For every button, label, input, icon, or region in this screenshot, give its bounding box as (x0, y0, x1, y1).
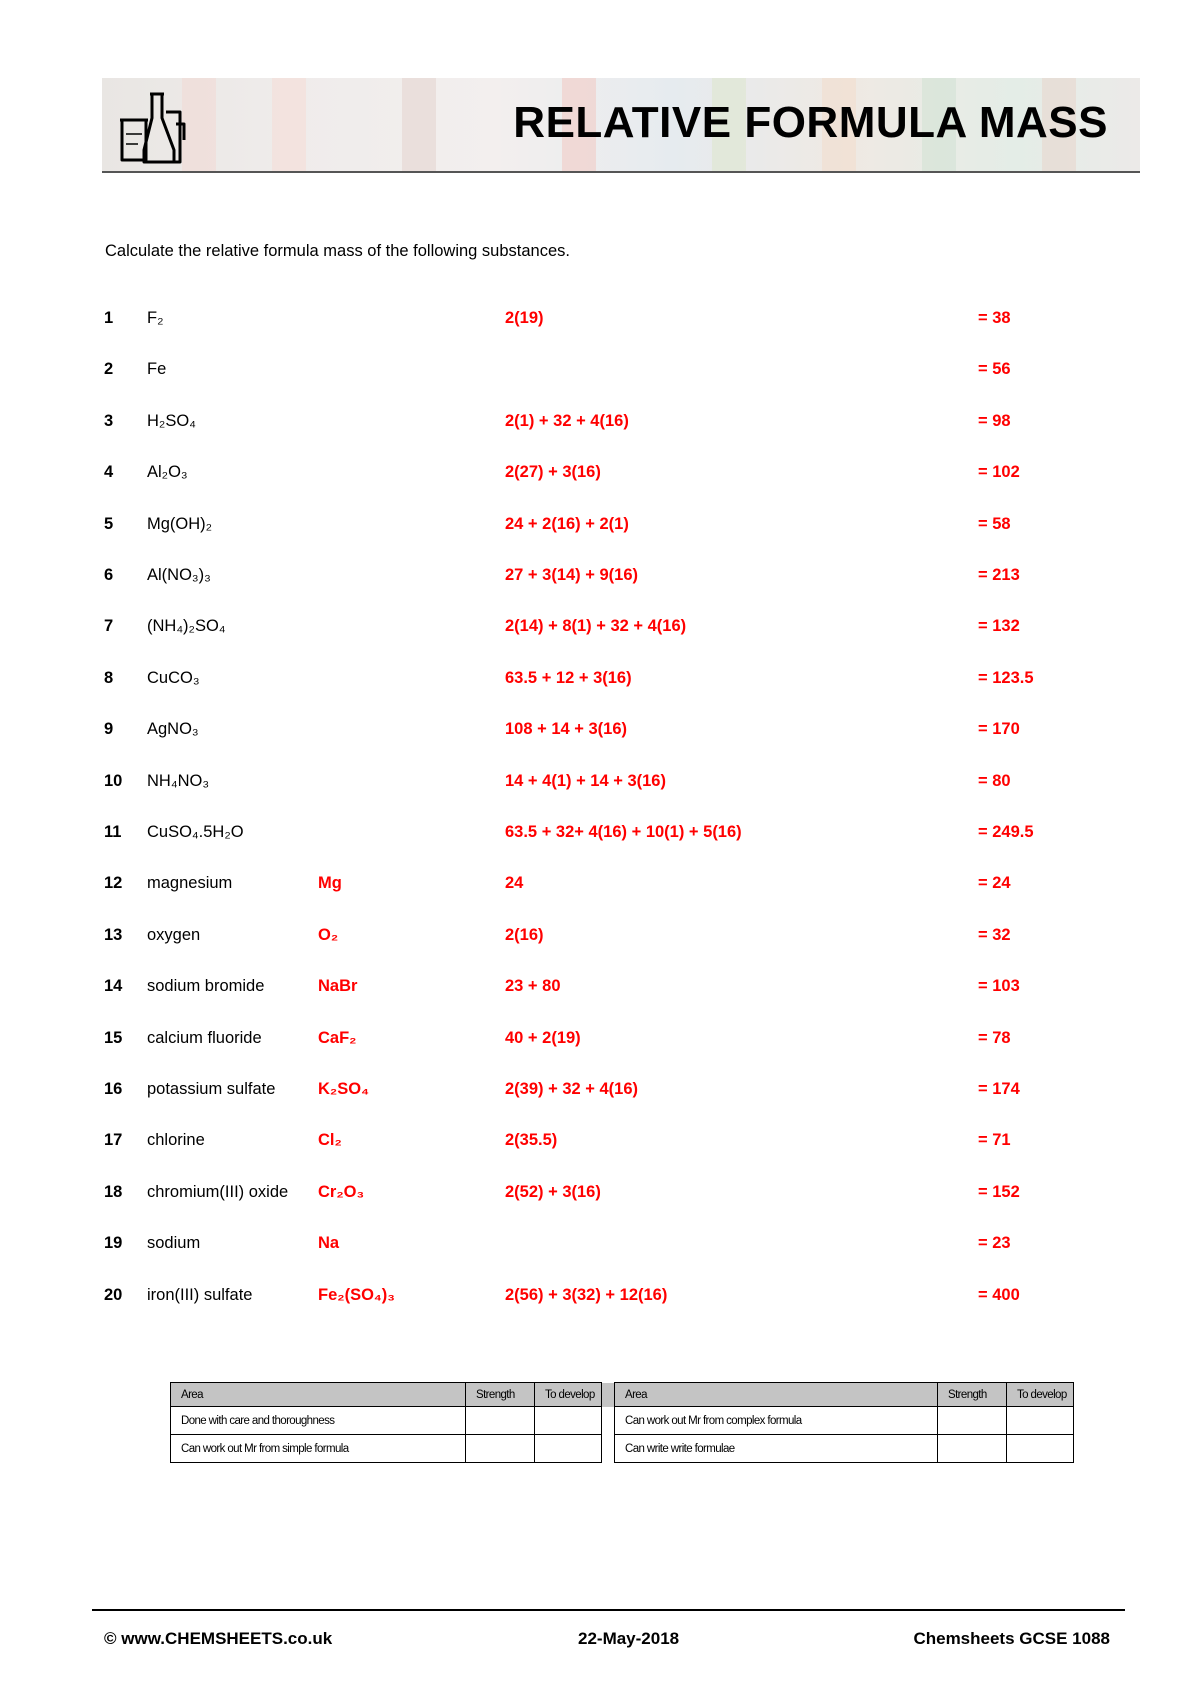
question-number: 6 (104, 566, 114, 584)
substance-formula: Mg (318, 874, 342, 892)
substance-formula: Cl₂ (318, 1131, 342, 1149)
formula-mass-result: = 71 (978, 1131, 1011, 1149)
calculation-working: 24 + 2(16) + 2(1) (505, 515, 629, 533)
question-row (0, 1080, 1200, 1110)
formula-mass-result: = 249.5 (978, 823, 1034, 841)
question-number: 3 (104, 412, 114, 430)
calculation-working: 108 + 14 + 3(16) (505, 720, 628, 738)
question-row (0, 309, 1200, 339)
formula-mass-result: = 170 (978, 720, 1020, 738)
formula-mass-result: = 102 (978, 463, 1020, 481)
substance-name: AgNO₃ (147, 720, 199, 738)
formula-mass-result: = 58 (978, 515, 1011, 533)
calculation-working: 27 + 3(14) + 9(16) (505, 566, 638, 584)
assessment-row (171, 1407, 1074, 1435)
question-number: 15 (104, 1029, 123, 1047)
footer-website: © www.CHEMSHEETS.co.uk (104, 1629, 333, 1648)
substance-name: (NH₄)₂SO₄ (147, 617, 226, 635)
substance-name: CuSO₄.5H₂O (147, 823, 244, 841)
to-develop-cell[interactable] (535, 1435, 602, 1463)
substance-formula: Cr₂O₃ (318, 1183, 365, 1201)
calculation-working: 2(19) (505, 309, 544, 327)
substance-name: sodium (147, 1234, 201, 1252)
substance-formula: CaF₂ (318, 1029, 357, 1047)
question-number: 1 (104, 309, 114, 327)
substance-name: oxygen (147, 926, 201, 944)
self-assessment-table (170, 1382, 1074, 1463)
substance-formula: NaBr (318, 977, 358, 995)
substance-name: H₂SO₄ (147, 412, 196, 430)
formula-mass-result: = 400 (978, 1286, 1020, 1304)
strength-cell[interactable] (938, 1435, 1007, 1463)
footer-sheet-id: Chemsheets GCSE 1088 (913, 1629, 1110, 1648)
substance-name: calcium fluoride (147, 1029, 262, 1047)
assessment-row (171, 1435, 1074, 1463)
calculation-working: 63.5 + 32+ 4(16) + 10(1) + 5(16) (505, 823, 742, 841)
question-row (0, 1029, 1200, 1059)
strength-cell[interactable] (466, 1407, 535, 1435)
substance-name: iron(III) sulfate (147, 1286, 253, 1304)
calculation-working: 2(35.5) (505, 1131, 558, 1149)
calculation-working: 2(16) (505, 926, 544, 944)
substance-name: NH₄NO₃ (147, 772, 210, 790)
calculation-working: 40 + 2(19) (505, 1029, 581, 1047)
question-row (0, 412, 1200, 442)
substance-formula: Fe₂(SO₄)₃ (318, 1286, 395, 1304)
question-number: 11 (104, 823, 122, 841)
question-row (0, 1131, 1200, 1161)
question-row (0, 669, 1200, 699)
substance-formula: Na (318, 1234, 340, 1252)
question-number: 14 (104, 977, 123, 995)
question-row (0, 977, 1200, 1007)
calculation-working: 23 + 80 (505, 977, 561, 995)
formula-mass-result: = 213 (978, 566, 1020, 584)
calculation-working: 2(14) + 8(1) + 32 + 4(16) (505, 617, 687, 635)
header-divider (102, 171, 1140, 173)
formula-mass-result: = 123.5 (978, 669, 1034, 687)
formula-mass-result: = 98 (978, 412, 1011, 430)
calculation-working: 2(1) + 32 + 4(16) (505, 412, 629, 430)
formula-mass-result: = 23 (978, 1234, 1011, 1252)
substance-formula: K₂SO₄ (318, 1080, 369, 1098)
calculation-working: 24 (505, 874, 524, 892)
calculation-working: 63.5 + 12 + 3(16) (505, 669, 632, 687)
question-number: 17 (104, 1131, 123, 1149)
question-row (0, 823, 1200, 853)
assessment-area: Can work out Mr from simple formula (171, 1435, 466, 1463)
lab-glassware-icon (118, 90, 190, 166)
question-number: 20 (104, 1286, 123, 1304)
substance-name: CuCO₃ (147, 669, 200, 687)
banner-decoration (402, 78, 436, 172)
calculation-working: 2(27) + 3(16) (505, 463, 601, 481)
question-row (0, 1234, 1200, 1264)
question-row (0, 720, 1200, 750)
strength-cell[interactable] (466, 1435, 535, 1463)
question-number: 16 (104, 1080, 123, 1098)
strength-cell[interactable] (938, 1407, 1007, 1435)
question-number: 2 (104, 360, 114, 378)
question-row (0, 926, 1200, 956)
to-develop-cell[interactable] (535, 1407, 602, 1435)
formula-mass-result: = 24 (978, 874, 1011, 892)
formula-mass-result: = 56 (978, 360, 1011, 378)
formula-mass-result: = 78 (978, 1029, 1011, 1047)
formula-mass-result: = 152 (978, 1183, 1020, 1201)
header-strength: Strength (938, 1383, 1007, 1407)
footer-divider (92, 1609, 1125, 1611)
question-row (0, 515, 1200, 545)
to-develop-cell[interactable] (1007, 1435, 1074, 1463)
substance-name: sodium bromide (147, 977, 265, 995)
banner-decoration (272, 78, 306, 172)
question-row (0, 566, 1200, 596)
formula-mass-result: = 32 (978, 926, 1011, 944)
assessment-area: Done with care and thoroughness (171, 1407, 466, 1435)
question-number: 13 (104, 926, 123, 944)
question-number: 4 (104, 463, 114, 481)
to-develop-cell[interactable] (1007, 1407, 1074, 1435)
substance-name: Al(NO₃)₃ (147, 566, 211, 584)
question-row (0, 1286, 1200, 1316)
question-row (0, 772, 1200, 802)
question-row (0, 1183, 1200, 1213)
substance-name: chlorine (147, 1131, 205, 1149)
instructions: Calculate the relative formula mass of the following substances. (105, 242, 570, 260)
assessment-area: Can write write formulae (615, 1435, 938, 1463)
footer-date: 22-May-2018 (578, 1629, 680, 1648)
substance-formula: O₂ (318, 926, 339, 944)
calculation-working: 2(56) + 3(32) + 12(16) (505, 1286, 668, 1304)
formula-mass-result: = 38 (978, 309, 1011, 327)
substance-name: magnesium (147, 874, 233, 892)
question-number: 12 (104, 874, 123, 892)
formula-mass-result: = 103 (978, 977, 1020, 995)
substance-name: Mg(OH)₂ (147, 515, 213, 533)
substance-name: Al₂O₃ (147, 463, 188, 481)
question-row (0, 463, 1200, 493)
calculation-working: 2(39) + 32 + 4(16) (505, 1080, 638, 1098)
question-number: 8 (104, 669, 114, 687)
question-number: 9 (104, 720, 114, 738)
header-to-develop: To develop (1007, 1383, 1074, 1407)
question-row (0, 617, 1200, 647)
question-number: 18 (104, 1183, 123, 1201)
formula-mass-result: = 174 (978, 1080, 1020, 1098)
question-number: 7 (104, 617, 114, 635)
substance-name: F₂ (147, 309, 164, 327)
header-to-develop: To develop (535, 1383, 602, 1407)
question-number: 5 (104, 515, 114, 533)
assessment-area: Can work out Mr from complex formula (615, 1407, 938, 1435)
calculation-working: 2(52) + 3(16) (505, 1183, 601, 1201)
header-area: Area (615, 1383, 938, 1407)
question-number: 19 (104, 1234, 123, 1252)
question-number: 10 (104, 772, 123, 790)
substance-name: potassium sulfate (147, 1080, 276, 1098)
question-row (0, 360, 1200, 390)
question-row (0, 874, 1200, 904)
formula-mass-result: = 132 (978, 617, 1020, 635)
substance-name: Fe (147, 360, 167, 378)
calculation-working: 14 + 4(1) + 14 + 3(16) (505, 772, 666, 790)
header-strength: Strength (466, 1383, 535, 1407)
header-area: Area (171, 1383, 466, 1407)
page-title: RELATIVE FORMULA MASS (513, 98, 1108, 147)
formula-mass-result: = 80 (978, 772, 1011, 790)
substance-name: chromium(III) oxide (147, 1183, 289, 1201)
assessment-header-row (171, 1383, 1074, 1407)
